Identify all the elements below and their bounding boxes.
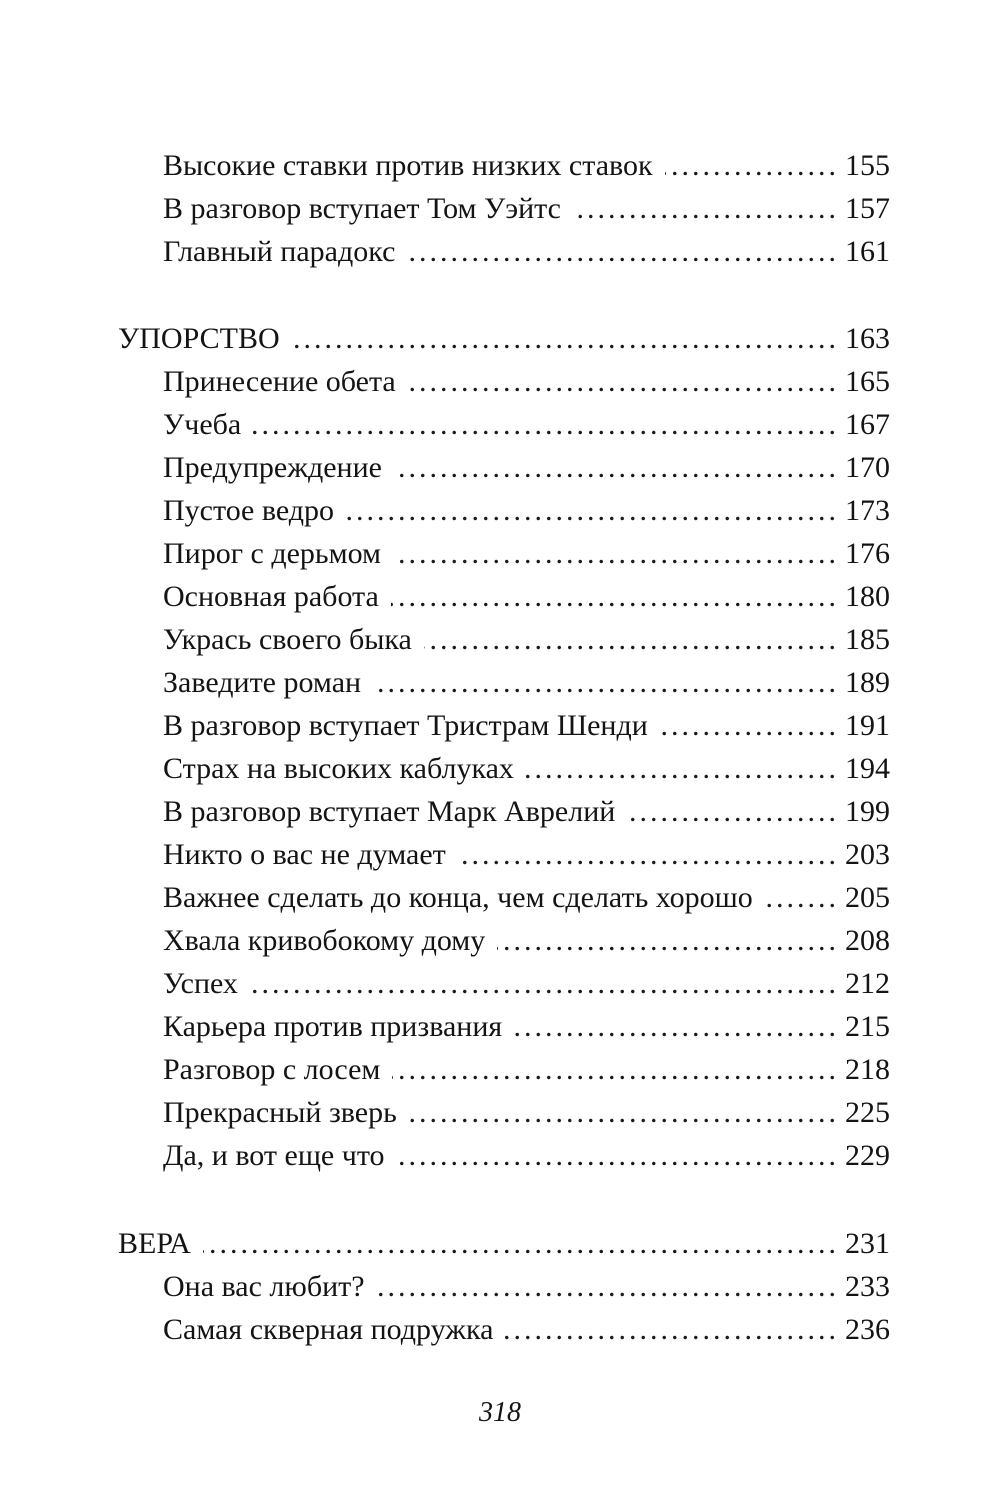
toc-entry-page: 199 [845, 795, 890, 828]
dot-leader [660, 704, 839, 748]
toc-entry [0, 187, 1000, 231]
toc-entry-page: 167 [845, 408, 890, 441]
dot-leader [397, 1134, 839, 1178]
dot-leader [514, 1005, 839, 1049]
dot-leader [665, 144, 839, 188]
toc-entry-title: Важнее сделать до конца, чем сделать хорошо [163, 881, 753, 914]
toc-entry-page: 233 [845, 1270, 890, 1303]
dot-leader [627, 790, 839, 834]
dot-leader [250, 962, 839, 1006]
toc-entry [0, 1005, 1000, 1049]
toc-entry-page: 208 [845, 924, 890, 957]
dot-leader [394, 446, 839, 490]
toc-section-faith [0, 1222, 1000, 1266]
toc-entry [0, 575, 1000, 619]
toc-entry [0, 790, 1000, 834]
toc-entry [0, 1265, 1000, 1309]
toc-entry-page: 165 [845, 365, 890, 398]
dot-leader [407, 230, 839, 274]
toc-entry-page: 229 [845, 1139, 890, 1172]
toc-entry-title: Принесение обета [163, 365, 396, 398]
toc-entry-title: Разговор с лосем [163, 1053, 381, 1086]
dot-leader [526, 747, 839, 791]
toc-entry-title: Она вас любит? [163, 1270, 365, 1303]
toc-entry [0, 403, 1000, 447]
toc-entry-title: Высокие ставки против низких ставок [163, 149, 653, 182]
toc-entry [0, 919, 1000, 963]
toc-entry-page: 236 [845, 1313, 890, 1346]
toc-entry-page: 203 [845, 838, 890, 871]
toc-entry [0, 747, 1000, 791]
toc-entry-title: Учеба [163, 408, 242, 441]
dot-leader [765, 876, 839, 920]
toc-entry-title: В разговор вступает Том Уэйтс [163, 192, 561, 225]
section-page: 163 [845, 322, 890, 355]
toc-entry [0, 1134, 1000, 1178]
dot-leader [573, 187, 839, 231]
toc-entry-page: 161 [845, 235, 890, 268]
dot-leader [292, 317, 839, 361]
dot-leader [373, 661, 839, 705]
dot-leader [497, 919, 839, 963]
section-title: ВЕРА [118, 1227, 191, 1260]
toc-entry-page: 225 [845, 1096, 890, 1129]
dot-leader [505, 1308, 839, 1352]
toc-entry-title: Успех [163, 967, 238, 1000]
dot-leader [392, 1048, 839, 1092]
toc-entry-page: 205 [845, 881, 890, 914]
dot-leader [424, 618, 839, 662]
toc-entry [0, 1091, 1000, 1135]
dot-leader [393, 532, 839, 576]
toc-entry-page: 176 [845, 537, 890, 570]
toc-entry [0, 489, 1000, 533]
toc-entry-page: 155 [845, 149, 890, 182]
section-page: 231 [845, 1227, 890, 1260]
toc-entry [0, 446, 1000, 490]
toc-entry-page: 194 [845, 752, 890, 785]
dot-leader [253, 403, 839, 447]
toc-entry-title: Главный парадокс [163, 235, 396, 268]
toc-entry-title: В разговор вступает Тристрам Шенди [163, 709, 648, 742]
toc-entry [0, 532, 1000, 576]
toc-entry-title: Хвала кривобокому дому [163, 924, 486, 957]
toc-entry-title: Пирог с дерьмом [163, 537, 381, 570]
toc-entry-page: 212 [845, 967, 890, 1000]
toc-entry-title: Основная работа [163, 580, 379, 613]
toc-entry [0, 962, 1000, 1006]
toc-entry-page: 185 [845, 623, 890, 656]
toc-entry [0, 144, 1000, 188]
toc-entry-title: Страх на высоких каблуках [163, 752, 514, 785]
dot-leader [377, 1265, 839, 1309]
toc-entry-title: В разговор вступает Марк Аврелий [163, 795, 616, 828]
toc-entry-title: Никто о вас не думает [163, 838, 446, 871]
section-title: УПОРСТВО [118, 322, 280, 355]
dot-leader [346, 489, 839, 533]
toc-entry [0, 1308, 1000, 1352]
toc-entry [0, 230, 1000, 274]
toc-entry-title: Самая скверная подружка [163, 1313, 494, 1346]
toc-entry-page: 189 [845, 666, 890, 699]
toc-entry [0, 833, 1000, 877]
toc-section-persistence [0, 317, 1000, 361]
toc-entry [0, 661, 1000, 705]
toc-entry-page: 170 [845, 451, 890, 484]
toc-entry-page: 180 [845, 580, 890, 613]
toc-entry-title: Предупреждение [163, 451, 382, 484]
toc-entry-title: Заведите роман [163, 666, 362, 699]
toc-entry-page: 173 [845, 494, 890, 527]
dot-leader [408, 360, 839, 404]
page-number: 318 [479, 1397, 521, 1428]
toc-entry-page: 157 [845, 192, 890, 225]
toc-entry-title: Да, и вот еще что [163, 1139, 385, 1172]
toc-entry-page: 218 [845, 1053, 890, 1086]
toc-entry [0, 618, 1000, 662]
dot-leader [391, 575, 839, 619]
toc-entry-page: 215 [845, 1010, 890, 1043]
toc-entry [0, 876, 1000, 920]
dot-leader [203, 1222, 839, 1266]
toc-entry-title: Укрась своего быка [163, 623, 412, 656]
toc-entry [0, 1048, 1000, 1092]
toc-entry-title: Прекрасный зверь [163, 1096, 397, 1129]
toc-entry [0, 360, 1000, 404]
toc-entry-title: Пустое ведро [163, 494, 335, 527]
dot-leader [409, 1091, 839, 1135]
toc-entry [0, 704, 1000, 748]
toc-entry-page: 191 [845, 709, 890, 742]
dot-leader [458, 833, 839, 877]
toc-entry-title: Карьера против призвания [163, 1010, 503, 1043]
